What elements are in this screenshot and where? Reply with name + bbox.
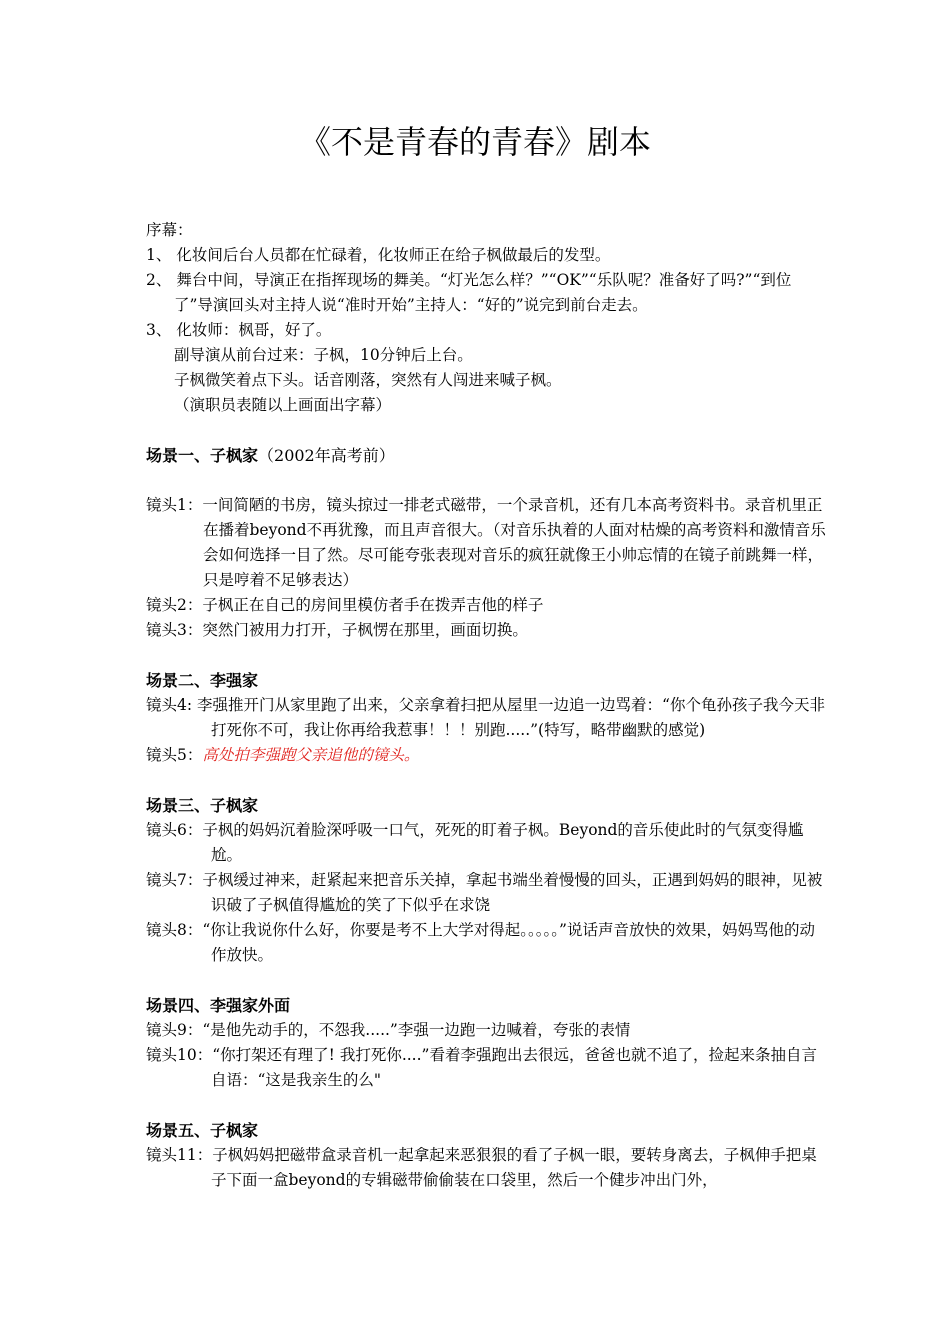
- shot: [146, 593, 826, 618]
- shot-text: 突然门被用力打开，子枫愣在那里，画面切换。: [202, 621, 528, 639]
- prologue-line: （演职员表随以上画面出字幕）: [174, 396, 392, 414]
- shot: [146, 618, 826, 643]
- scene-heading: 场景三、子枫家: [146, 796, 259, 815]
- scene-note: （2002年高考前）: [258, 446, 395, 465]
- shot-label: 镜头10：: [146, 1046, 213, 1064]
- prologue-item-2: [146, 268, 826, 318]
- shot: [146, 1018, 826, 1043]
- item-text: 化妆间后台人员都在忙碌着，化妆师正在给子枫做最后的发型。: [176, 246, 611, 264]
- shot-label: 镜头7：: [146, 871, 203, 889]
- shot: [146, 743, 826, 768]
- document-body: [146, 218, 826, 1193]
- scene-heading: 场景二、李强家: [146, 671, 259, 690]
- shot-text: 子枫妈妈把磁带盒录音机一起拿起来恶狠狠的看了子枫一眼，要转身离去，子枫伸手把桌子下面一盒beyond的专辑磁带偷偷装在口袋里，然后一个健步冲出门外，: [211, 1146, 817, 1189]
- shot-text: 李强推开门从家里跑了出来，父亲拿着扫把从屋里一边追一边骂着：“你个龟孙孩子我今天非打死你不可，我让你再给我惹事！！！别跑.....”(特写，略带幽默的感觉): [197, 696, 825, 739]
- shot-text: 一间简陋的书房，镜头掠过一排老式磁带，一个录音机，还有几本高考资料书。录音机里正在播着beyond不再犹豫，而且声音很大。（对音乐执着的人面对枯燥的高考资料和激情音乐会如何选择一目了然。尽可能夸张表现对音乐的疯狂就像王小帅忘情的在镜子前跳舞一样，只是哼着不足够表达）: [202, 496, 826, 589]
- item-number: 1、: [146, 246, 172, 264]
- item-number: 2、: [146, 271, 172, 289]
- shot: [146, 818, 826, 868]
- shot-text: “你打架还有理了! 我打死你....”看着李强跑出去很远，爸爸也就不追了，捡起来条抽自言自语：“这是我亲生的么": [211, 1046, 817, 1089]
- item-number: 3、: [146, 321, 172, 339]
- item-text: 舞台中间，导演正在指挥现场的舞美。“灯光怎么样？”“OK”“乐队呢？准备好了吗?”“到位了”导演回头对主持人说“准时开始”主持人：“好的”说完到前台走去。: [174, 271, 792, 314]
- prologue-item-1: [146, 243, 826, 268]
- shot: [146, 1143, 826, 1193]
- scene-title: 场景一、子枫家: [146, 446, 259, 465]
- shot-text: “是他先动手的，不怨我.....”李强一边跑一边喊着，夸张的表情: [202, 1021, 631, 1039]
- prologue-line: 子枫微笑着点下头。话音刚落，突然有人闯进来喊子枫。: [174, 371, 562, 389]
- shot-label: 镜头1：: [146, 496, 203, 514]
- shot-text: 子枫正在自己的房间里模仿者手在拨弄吉他的样子: [202, 596, 544, 614]
- shot-label: 镜头5：: [146, 746, 203, 764]
- shot: [146, 1043, 826, 1093]
- shot-label: 镜头8：: [146, 921, 203, 939]
- shot-label: 镜头6：: [146, 821, 203, 839]
- shot: [146, 693, 826, 743]
- item-text: 化妆师：枫哥，好了。: [176, 321, 332, 339]
- shot-label: 镜头9：: [146, 1021, 203, 1039]
- shot-text: 子枫的妈妈沉着脸深呼吸一口气，死死的盯着子枫。Beyond的音乐使此时的气氛变得尴尬。: [202, 821, 804, 864]
- document-title: 《不是青春的青春》剧本: [298, 123, 651, 161]
- shot: [146, 918, 826, 968]
- shot-text: 高处拍李强跑父亲追他的镜头。: [202, 746, 420, 764]
- shot-label: 镜头4:: [146, 696, 198, 714]
- shot: [146, 868, 826, 918]
- shot-label: 镜头3：: [146, 621, 203, 639]
- shot: [146, 493, 826, 593]
- scene-heading: 场景五、子枫家: [146, 1121, 259, 1140]
- shot-label: 镜头2：: [146, 596, 203, 614]
- scene-heading: 场景四、李强家外面: [146, 996, 291, 1015]
- prologue-line: 副导演从前台过来：子枫，10分钟后上台。: [174, 346, 473, 364]
- prologue-item-3: [146, 318, 826, 343]
- shot-label: 镜头11：: [146, 1146, 213, 1164]
- shot-text: “你让我说你什么好，你要是考不上大学对得起。。。。。”说话声音放快的效果，妈妈骂他的动作放快。: [202, 921, 815, 964]
- shot-text: 子枫缓过神来，赶紧起来把音乐关掉，拿起书端坐着慢慢的回头，正遇到妈妈的眼神，见被识破了子枫值得尴尬的笑了下似乎在求饶: [202, 871, 823, 914]
- prologue-heading: 序幕：: [146, 221, 193, 239]
- scene-heading: [146, 443, 826, 468]
